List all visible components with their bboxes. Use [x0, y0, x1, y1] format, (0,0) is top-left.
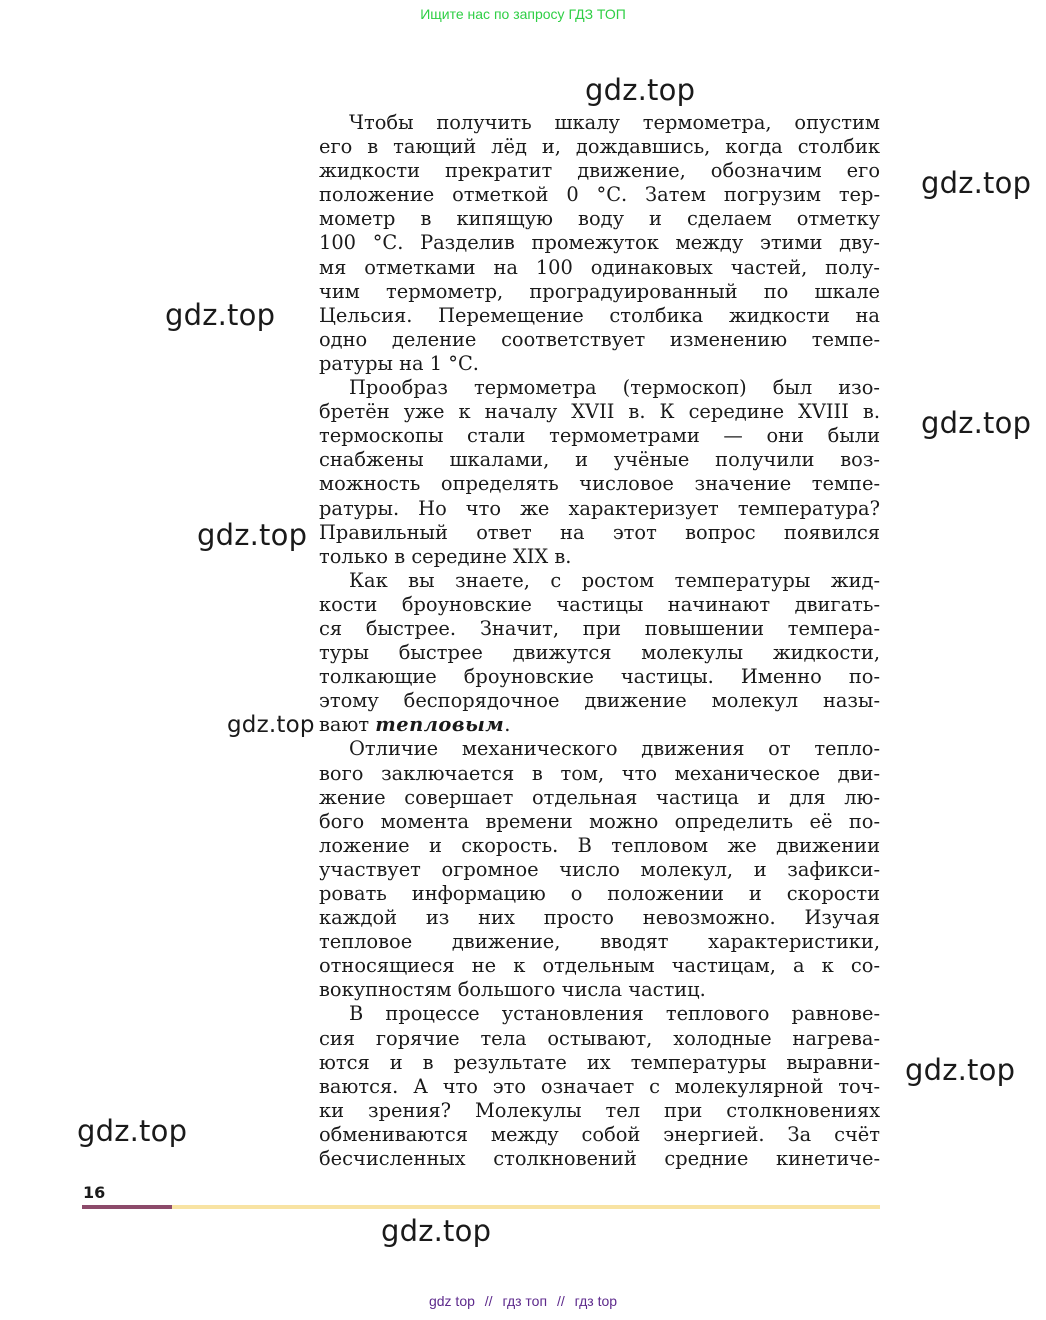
- text-line: ратуры. Но что же характеризует температура?: [319, 496, 880, 520]
- text-line: Правильный ответ на этот вопрос появился: [319, 520, 880, 544]
- text-line: [319, 713, 880, 737]
- text-line: ются и в результате их температуры выравни-: [319, 1050, 880, 1074]
- text-line: чим термометр, проградуированный по шкале: [319, 279, 880, 303]
- emphasized-term: тепловым: [375, 713, 505, 737]
- text-line: только в середине XIX в.: [319, 544, 572, 568]
- footer-rule: [172, 1205, 880, 1209]
- text-line: Как вы знаете, с ростом температуры жид-: [349, 568, 880, 592]
- text-line: толкающие броуновские частицы. Именно по-: [319, 665, 880, 689]
- text-line: ратуры на 1 °С.: [319, 351, 479, 375]
- text-line: мометр в кипящую воду и сделаем отметку: [319, 207, 880, 231]
- text-line: ложение и скорость. В тепловом же движении: [319, 833, 880, 857]
- text-line: Отличие механического движения от тепло-: [349, 737, 880, 761]
- watermark: gdz.top: [381, 1214, 492, 1248]
- text-line: вокупностям большого числа частиц.: [319, 978, 706, 1002]
- watermark: gdz.top: [197, 518, 308, 552]
- text-line: ровать информацию о положении и скорости: [319, 882, 880, 905]
- text-line: 100 °С. Разделив промежуток между этими дву-: [319, 231, 880, 255]
- text-line: ваются. А что это означает с молекулярной точ-: [319, 1074, 880, 1098]
- watermark: gdz.top: [227, 712, 315, 738]
- footer-link-gdz-top-mixed[interactable]: гдз top: [574, 1293, 618, 1309]
- text-line: ся быстрее. Значит, при повышении темпера-: [319, 616, 880, 640]
- text-line: положение отметкой 0 °С. Затем погрузим тер-: [319, 183, 880, 207]
- text-line: жение совершает отдельная частица и для лю-: [319, 785, 880, 809]
- page-number: 16: [83, 1183, 106, 1202]
- text-line: термоскопы стали термометрами — они были: [319, 424, 880, 448]
- text-line: ки зрения? Молекулы тел при столкновениях: [319, 1098, 880, 1122]
- footer-link-gdz-top[interactable]: gdz top: [428, 1293, 475, 1309]
- text-line: сия горячие тела остывают, холодные нагрева-: [319, 1026, 880, 1050]
- text-line: Чтобы получить шкалу термометра, опустим: [349, 111, 880, 134]
- text-line: каждой из них просто невозможно. Изучая: [319, 906, 880, 930]
- watermark: gdz.top: [905, 1053, 1016, 1087]
- footer-separator: //: [484, 1293, 493, 1309]
- text-line: бесчисленных столкновений средние кинетиче-: [319, 1147, 880, 1171]
- text-line: этому беспорядочное движение молекул назы-: [319, 689, 880, 713]
- text-line: Цельсия. Перемещение столбика жидкости на: [319, 303, 880, 327]
- text-line: мя отметками на 100 одинаковых частей, полу-: [319, 255, 880, 279]
- footer-link-gdz-top-ru[interactable]: гдз топ: [502, 1293, 548, 1309]
- text-line: его в тающий лёд и, дождавшись, когда столбик: [319, 135, 880, 159]
- text-fragment: .: [504, 713, 511, 737]
- text-line: жидкости прекратит движение, обозначим его: [319, 159, 880, 183]
- watermark: gdz.top: [921, 166, 1032, 200]
- watermark: gdz.top: [585, 73, 696, 107]
- text-line: кости броуновские частицы начинают двигать-: [319, 592, 880, 616]
- footer-separator: //: [556, 1293, 565, 1309]
- text-line: участвует огромное число молекул, и зафикси-: [319, 857, 880, 881]
- text-line: снабжены шкалами, и учёные получили воз-: [319, 448, 880, 472]
- watermark: gdz.top: [77, 1114, 188, 1148]
- footer-links: [0, 1293, 1046, 1309]
- text-line: В процессе установления теплового равнове-: [349, 1002, 880, 1026]
- text-line: туры быстрее движутся молекулы жидкости,: [319, 641, 880, 665]
- watermark: gdz.top: [921, 406, 1032, 440]
- text-line: одно деление соответствует изменению темпе-: [319, 327, 880, 351]
- text-line: обмениваются между собой энергией. За счёт: [319, 1122, 880, 1146]
- top-banner[interactable]: Ищите нас по запросу ГДЗ ТОП: [420, 6, 626, 22]
- text-line: бретён уже к началу XVII в. К середине XVIII в.: [319, 400, 880, 424]
- text-line: относящиеся не к отдельным частицам, а к со-: [319, 954, 880, 978]
- text-line: бого момента времени можно определить её по-: [319, 809, 880, 833]
- text-line: вого заключается в том, что механическое дви-: [319, 761, 880, 785]
- text-line: тепловое движение, вводят характеристики,: [319, 930, 880, 954]
- watermark: gdz.top: [165, 298, 276, 332]
- page-body-text: [319, 111, 880, 1171]
- text-fragment: вают: [319, 713, 376, 737]
- text-line: можность определять числовое значение темпе-: [319, 472, 880, 496]
- text-line: Прообраз термометра (термоскоп) был изо-: [349, 376, 880, 400]
- footer-rule-accent: [82, 1205, 172, 1209]
